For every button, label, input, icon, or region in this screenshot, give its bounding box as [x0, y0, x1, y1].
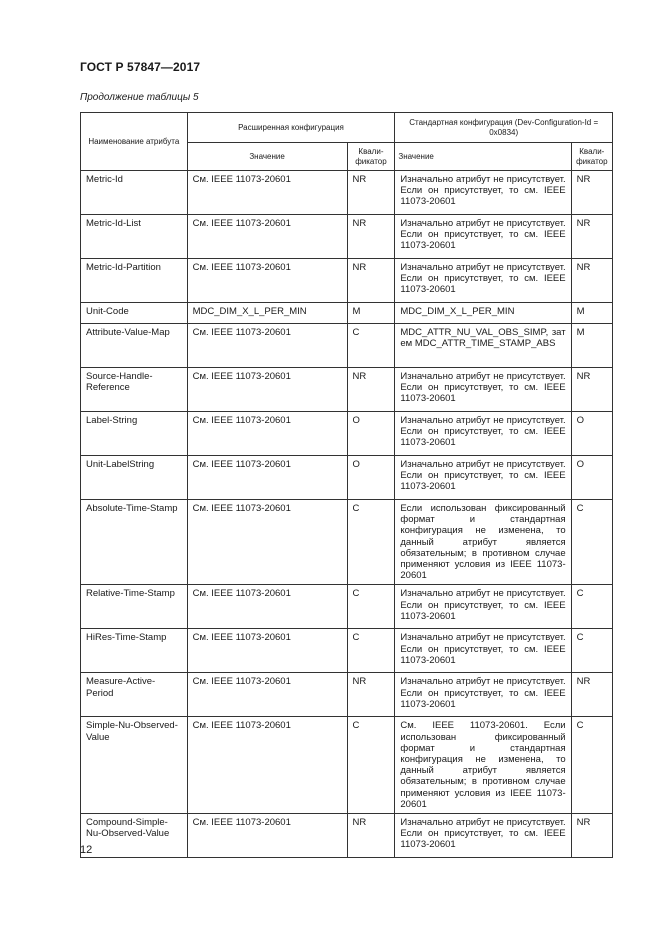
standard-qualifier: O — [571, 412, 612, 456]
attribute-name: Metric-Id-Partition — [81, 259, 188, 303]
extended-qualifier: C — [347, 585, 395, 629]
extended-qualifier: O — [347, 456, 395, 500]
standard-qualifier: M — [571, 303, 612, 324]
attribute-name: Unit-LabelString — [81, 456, 188, 500]
standard-qualifier: NR — [571, 259, 612, 303]
attribute-name: Unit-Code — [81, 303, 188, 324]
table-row — [81, 717, 613, 814]
table-row — [81, 171, 613, 215]
extended-qualifier: C — [347, 629, 395, 673]
table-row — [81, 412, 613, 456]
extended-qualifier: NR — [347, 814, 395, 858]
attribute-name: Measure-Active-Period — [81, 673, 188, 717]
standard-qualifier: C — [571, 717, 612, 814]
extended-value: См. IEEE 11073-20601 — [187, 412, 347, 456]
extended-qualifier: C — [347, 324, 395, 368]
page-number: 12 — [80, 844, 93, 856]
extended-value: См. IEEE 11073-20601 — [187, 629, 347, 673]
extended-value: См. IEEE 11073-20601 — [187, 324, 347, 368]
standard-value: MDC_ATTR_NU_VAL_OBS_SIMP, затем MDC_ATTR_TIME_STAMP_ABS — [395, 324, 571, 368]
column-header-ext-value: Значение — [187, 143, 347, 171]
extended-qualifier: NR — [347, 215, 395, 259]
attribute-name: Source-Handle-Reference — [81, 368, 188, 412]
standard-value: Если использован фиксированный формат и стандартная конфигурация не изменена, то данный атрибут является обязательным; в противном случае применяют условия из IEEE 11073-20601 — [395, 500, 571, 585]
extended-value: См. IEEE 11073-20601 — [187, 673, 347, 717]
table-row — [81, 215, 613, 259]
table-row — [81, 500, 613, 585]
standard-value: Изначально атрибут не присутствует. Если он присутствует, то см. IEEE 11073-20601 — [395, 456, 571, 500]
extended-value: См. IEEE 11073-20601 — [187, 259, 347, 303]
attribute-name: HiRes-Time-Stamp — [81, 629, 188, 673]
table-row — [81, 324, 613, 368]
extended-qualifier: NR — [347, 171, 395, 215]
standard-value: Изначально атрибут не присутствует. Если он присутствует, то см. IEEE 11073-20601 — [395, 368, 571, 412]
table-row — [81, 629, 613, 673]
standard-qualifier: C — [571, 585, 612, 629]
attribute-name: Metric-Id-List — [81, 215, 188, 259]
standard-qualifier: O — [571, 456, 612, 500]
table-caption: Продолжение таблицы 5 — [80, 92, 199, 103]
standard-qualifier: M — [571, 324, 612, 368]
standard-value: Изначально атрибут не присутствует. Если он присутствует, то см. IEEE 11073-20601 — [395, 259, 571, 303]
attribute-table — [80, 112, 613, 858]
extended-qualifier: NR — [347, 673, 395, 717]
extended-qualifier: C — [347, 500, 395, 585]
extended-qualifier: C — [347, 717, 395, 814]
attribute-name: Simple-Nu-Observed-Value — [81, 717, 188, 814]
extended-qualifier: M — [347, 303, 395, 324]
extended-value: См. IEEE 11073-20601 — [187, 717, 347, 814]
column-header-std-qualifier: Квали-фикатор — [571, 143, 612, 171]
column-header-std-value: Значение — [395, 143, 571, 171]
attribute-name: Attribute-Value-Map — [81, 324, 188, 368]
extended-qualifier: NR — [347, 259, 395, 303]
attribute-name: Metric-Id — [81, 171, 188, 215]
standard-qualifier: NR — [571, 171, 612, 215]
table-row — [81, 585, 613, 629]
attribute-name: Compound-Simple-Nu-Observed-Value — [81, 814, 188, 858]
standard-value: Изначально атрибут не присутствует. Если он присутствует, то см. IEEE 11073-20601 — [395, 171, 571, 215]
standard-value: Изначально атрибут не присутствует. Если он присутствует, то см. IEEE 11073-20601 — [395, 215, 571, 259]
extended-value: MDC_DIM_X_L_PER_MIN — [187, 303, 347, 324]
extended-value: См. IEEE 11073-20601 — [187, 171, 347, 215]
table-row — [81, 303, 613, 324]
attribute-name: Absolute-Time-Stamp — [81, 500, 188, 585]
standard-qualifier: NR — [571, 673, 612, 717]
standard-value: MDC_DIM_X_L_PER_MIN — [395, 303, 571, 324]
standard-value: Изначально атрибут не присутствует. Если он присутствует, то см. IEEE 11073-20601 — [395, 412, 571, 456]
document-header: ГОСТ Р 57847—2017 — [80, 60, 201, 74]
extended-qualifier: NR — [347, 368, 395, 412]
table-row — [81, 456, 613, 500]
attribute-name: Label-String — [81, 412, 188, 456]
table-row — [81, 368, 613, 412]
standard-qualifier: C — [571, 500, 612, 585]
extended-value: См. IEEE 11073-20601 — [187, 368, 347, 412]
standard-value: Изначально атрибут не присутствует. Если он присутствует, то см. IEEE 11073-20601 — [395, 629, 571, 673]
extended-value: См. IEEE 11073-20601 — [187, 456, 347, 500]
extended-value: См. IEEE 11073-20601 — [187, 500, 347, 585]
column-header-ext-qualifier: Квали-фикатор — [347, 143, 395, 171]
column-header-extended: Расширенная конфигурация — [187, 113, 395, 143]
column-header-standard: Стандартная конфигурация (Dev-Configuration-Id = 0x0834) — [395, 113, 613, 143]
table-row — [81, 673, 613, 717]
extended-value: См. IEEE 11073-20601 — [187, 585, 347, 629]
standard-qualifier: NR — [571, 814, 612, 858]
column-header-attribute: Наименование атрибута — [81, 113, 188, 171]
standard-value: Изначально атрибут не присутствует. Если он присутствует, то см. IEEE 11073-20601 — [395, 814, 571, 858]
extended-qualifier: O — [347, 412, 395, 456]
attribute-name: Relative-Time-Stamp — [81, 585, 188, 629]
table-row — [81, 259, 613, 303]
standard-qualifier: NR — [571, 368, 612, 412]
standard-value: См. IEEE 11073-20601. Если использован фиксированный формат и стандартная конфигурация не изменена, то данный атрибут является обязательным; в противном случае применяют условия из IEEE 11073-20601 — [395, 717, 571, 814]
standard-value: Изначально атрибут не присутствует. Если он присутствует, то см. IEEE 11073-20601 — [395, 585, 571, 629]
extended-value: См. IEEE 11073-20601 — [187, 814, 347, 858]
standard-qualifier: C — [571, 629, 612, 673]
extended-value: См. IEEE 11073-20601 — [187, 215, 347, 259]
table-row — [81, 814, 613, 858]
standard-value: Изначально атрибут не присутствует. Если он присутствует, то см. IEEE 11073-20601 — [395, 673, 571, 717]
standard-qualifier: NR — [571, 215, 612, 259]
